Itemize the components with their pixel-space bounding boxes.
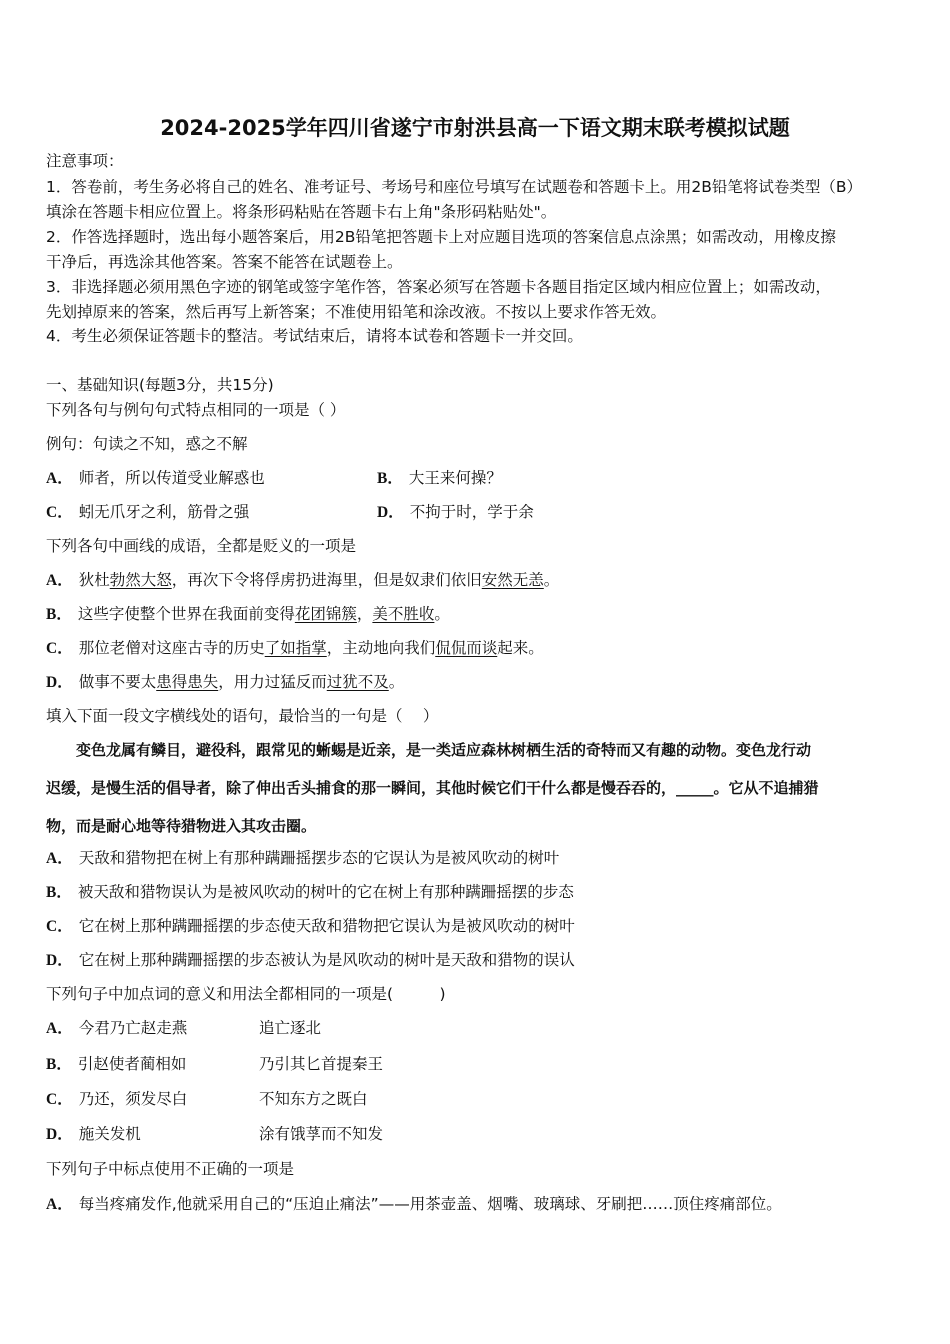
underlined-idiom: 美不胜收	[372, 605, 435, 623]
option-text: ，	[356, 605, 373, 623]
option-label: D．	[46, 1126, 73, 1143]
option-a	[46, 570, 559, 591]
option-text: ，主动地向我们	[326, 639, 436, 657]
option-text: 它在树上那种蹒跚摇摆的步态使天敌和猎物把它误认为是被风吹动的树叶	[78, 917, 575, 935]
option-text: 。	[543, 571, 560, 589]
option-text: 蚓无爪牙之利，筋骨之强	[78, 503, 250, 521]
option-d	[46, 672, 404, 693]
option-label: C．	[46, 640, 73, 657]
underlined-idiom: 过犹不及	[326, 673, 389, 691]
passage-line: 物，而是耐心地等待猎物进入其攻击圈。	[46, 817, 317, 835]
question-stem: 下列句子中加点词的意义和用法全都相同的一项是( )	[46, 985, 446, 1003]
option-text: 师者，所以传道受业解惑也	[78, 469, 265, 487]
option-text: ，用力过猛反而	[218, 673, 327, 691]
option-text: 每当疼痛发作,他就采用自己的“压迫止痛法”——用茶壶盖、烟嘴、玻璃球、牙刷把……顶住疼痛部位。	[78, 1195, 782, 1213]
example-sentence: 例句：句读之不知，惑之不解	[46, 435, 248, 453]
option-c	[46, 638, 544, 659]
underlined-idiom: 勃然大怒	[109, 571, 172, 589]
option-left-text: 今君乃亡赵走燕	[78, 1019, 188, 1037]
question-stem: 填入下面一段文字横线处的语句，最恰当的一句是（ ）	[46, 707, 439, 725]
option-label: B．	[46, 1056, 72, 1073]
option-text: 狄杜	[78, 571, 110, 589]
option-left-text: 施关发机	[78, 1125, 141, 1143]
option-text: 天敌和猎物把在树上有那种蹒跚摇摆步态的它误认为是被风吹动的树叶	[78, 849, 560, 867]
option-label: A．	[46, 572, 73, 589]
notice-line: 干净后，再选涂其他答案。答案不能答在试题卷上。	[46, 253, 403, 271]
option-a	[46, 1018, 322, 1039]
option-a	[46, 468, 265, 489]
question-stem: 下列句子中标点使用不正确的一项是	[46, 1160, 295, 1178]
option-text: 被天敌和猎物误认为是被风吹动的树叶的它在树上有那种蹒跚摇摆的步态	[77, 883, 574, 901]
section-heading: 一、基础知识(每题3分，共15分)	[46, 376, 274, 394]
option-label: B．	[377, 470, 403, 487]
option-right-text: 涂有饿莩而不知发	[259, 1125, 384, 1143]
option-label: A．	[46, 1196, 73, 1213]
underlined-idiom: 患得患失	[156, 673, 219, 691]
option-label: D．	[46, 674, 73, 691]
passage-line: 迟缓，是慢生活的倡导者，除了伸出舌头捕食的那一瞬间，其他时候它们干什么都是慢吞吞的，_____。它从不追捕猎	[46, 779, 819, 797]
option-label: B．	[46, 884, 72, 901]
option-left-text: 引赵使者蔺相如	[77, 1055, 187, 1073]
option-c	[46, 1089, 368, 1110]
option-label: C．	[46, 1091, 73, 1108]
notice-line: 4．考生必须保证答题卡的整洁。考试结束后，请将本试卷和答题卡一并交回。	[46, 327, 583, 345]
notice-heading: 注意事项：	[46, 152, 124, 170]
option-b	[46, 882, 574, 903]
option-text: 起来。	[497, 639, 544, 657]
notice-line: 2．作答选择题时，选出每小题答案后，用2B铅笔把答题卡上对应题目选项的答案信息点涂黑；如需改动，用橡皮擦	[46, 228, 836, 246]
option-label: B．	[46, 606, 72, 623]
option-a	[46, 1194, 782, 1215]
document-title: 2024-2025学年四川省遂宁市射洪县高一下语文期末联考模拟试题	[160, 116, 790, 140]
question-stem: 下列各句中画线的成语，全都是贬义的一项是	[46, 537, 357, 555]
notice-line: 3．非选择题必须用黑色字迹的钢笔或签字笔作答，答案必须写在答题卡各题目指定区域内相应位置上；如需改动，	[46, 278, 831, 296]
underlined-idiom: 侃侃而谈	[435, 639, 498, 657]
option-right-text: 乃引其匕首提秦王	[259, 1055, 384, 1073]
option-text: 那位老僧对这座古寺的历史	[78, 639, 265, 657]
option-label: D．	[46, 952, 73, 969]
option-text: 它在树上那种蹒跚摇摆的步态被认为是风吹动的树叶是天敌和猎物的误认	[78, 951, 575, 969]
question-stem: 下列各句与例句句式特点相同的一项是（ ）	[46, 401, 346, 419]
option-a	[46, 848, 559, 869]
notice-line: 先划掉原来的答案，然后再写上新答案；不准使用铅笔和涂改液。不按以上要求作答无效。	[46, 303, 667, 321]
underlined-idiom: 安然无恙	[481, 571, 544, 589]
underlined-idiom: 了如指掌	[264, 639, 327, 657]
option-d	[377, 502, 534, 523]
notice-line: 1．答卷前，考生务必将自己的姓名、准考证号、考场号和座位号填写在试题卷和答题卡上。用2B铅笔将试卷类型（B）	[46, 178, 862, 196]
option-right-text: 追亡逐北	[259, 1019, 322, 1037]
option-c	[46, 502, 249, 523]
option-c	[46, 916, 575, 937]
option-d	[46, 950, 575, 971]
option-b	[46, 1054, 384, 1075]
underlined-idiom: 花团锦簇	[294, 605, 357, 623]
option-text: ，再次下令将俘虏扔进海里，但是奴隶们依旧	[171, 571, 482, 589]
option-label: A．	[46, 850, 73, 867]
option-right-text: 不知东方之既白	[259, 1090, 368, 1108]
passage-line: 变色龙属有鳞目，避役科，跟常见的蜥蜴是近亲，是一类适应森林树栖生活的奇特而又有趣的动物。变色龙行动	[46, 741, 812, 759]
option-label: A．	[46, 470, 73, 487]
option-label: C．	[46, 918, 73, 935]
option-b	[46, 604, 450, 625]
option-label: A．	[46, 1020, 73, 1037]
option-text: 。	[434, 605, 450, 623]
option-text: 这些字使整个世界在我面前变得	[77, 605, 295, 623]
notice-line: 填涂在答题卡相应位置上。将条形码粘贴在答题卡右上角"条形码粘贴处"。	[46, 203, 557, 221]
option-text: 大王来何操？	[408, 469, 502, 487]
option-text: 不拘于时，学于余	[409, 503, 534, 521]
option-label: D．	[377, 504, 404, 521]
option-left-text: 乃还，须发尽白	[78, 1090, 188, 1108]
option-text: 。	[388, 673, 405, 691]
option-text: 做事不要太	[78, 673, 157, 691]
option-label: C．	[46, 504, 73, 521]
option-b	[377, 468, 502, 489]
option-d	[46, 1124, 384, 1145]
